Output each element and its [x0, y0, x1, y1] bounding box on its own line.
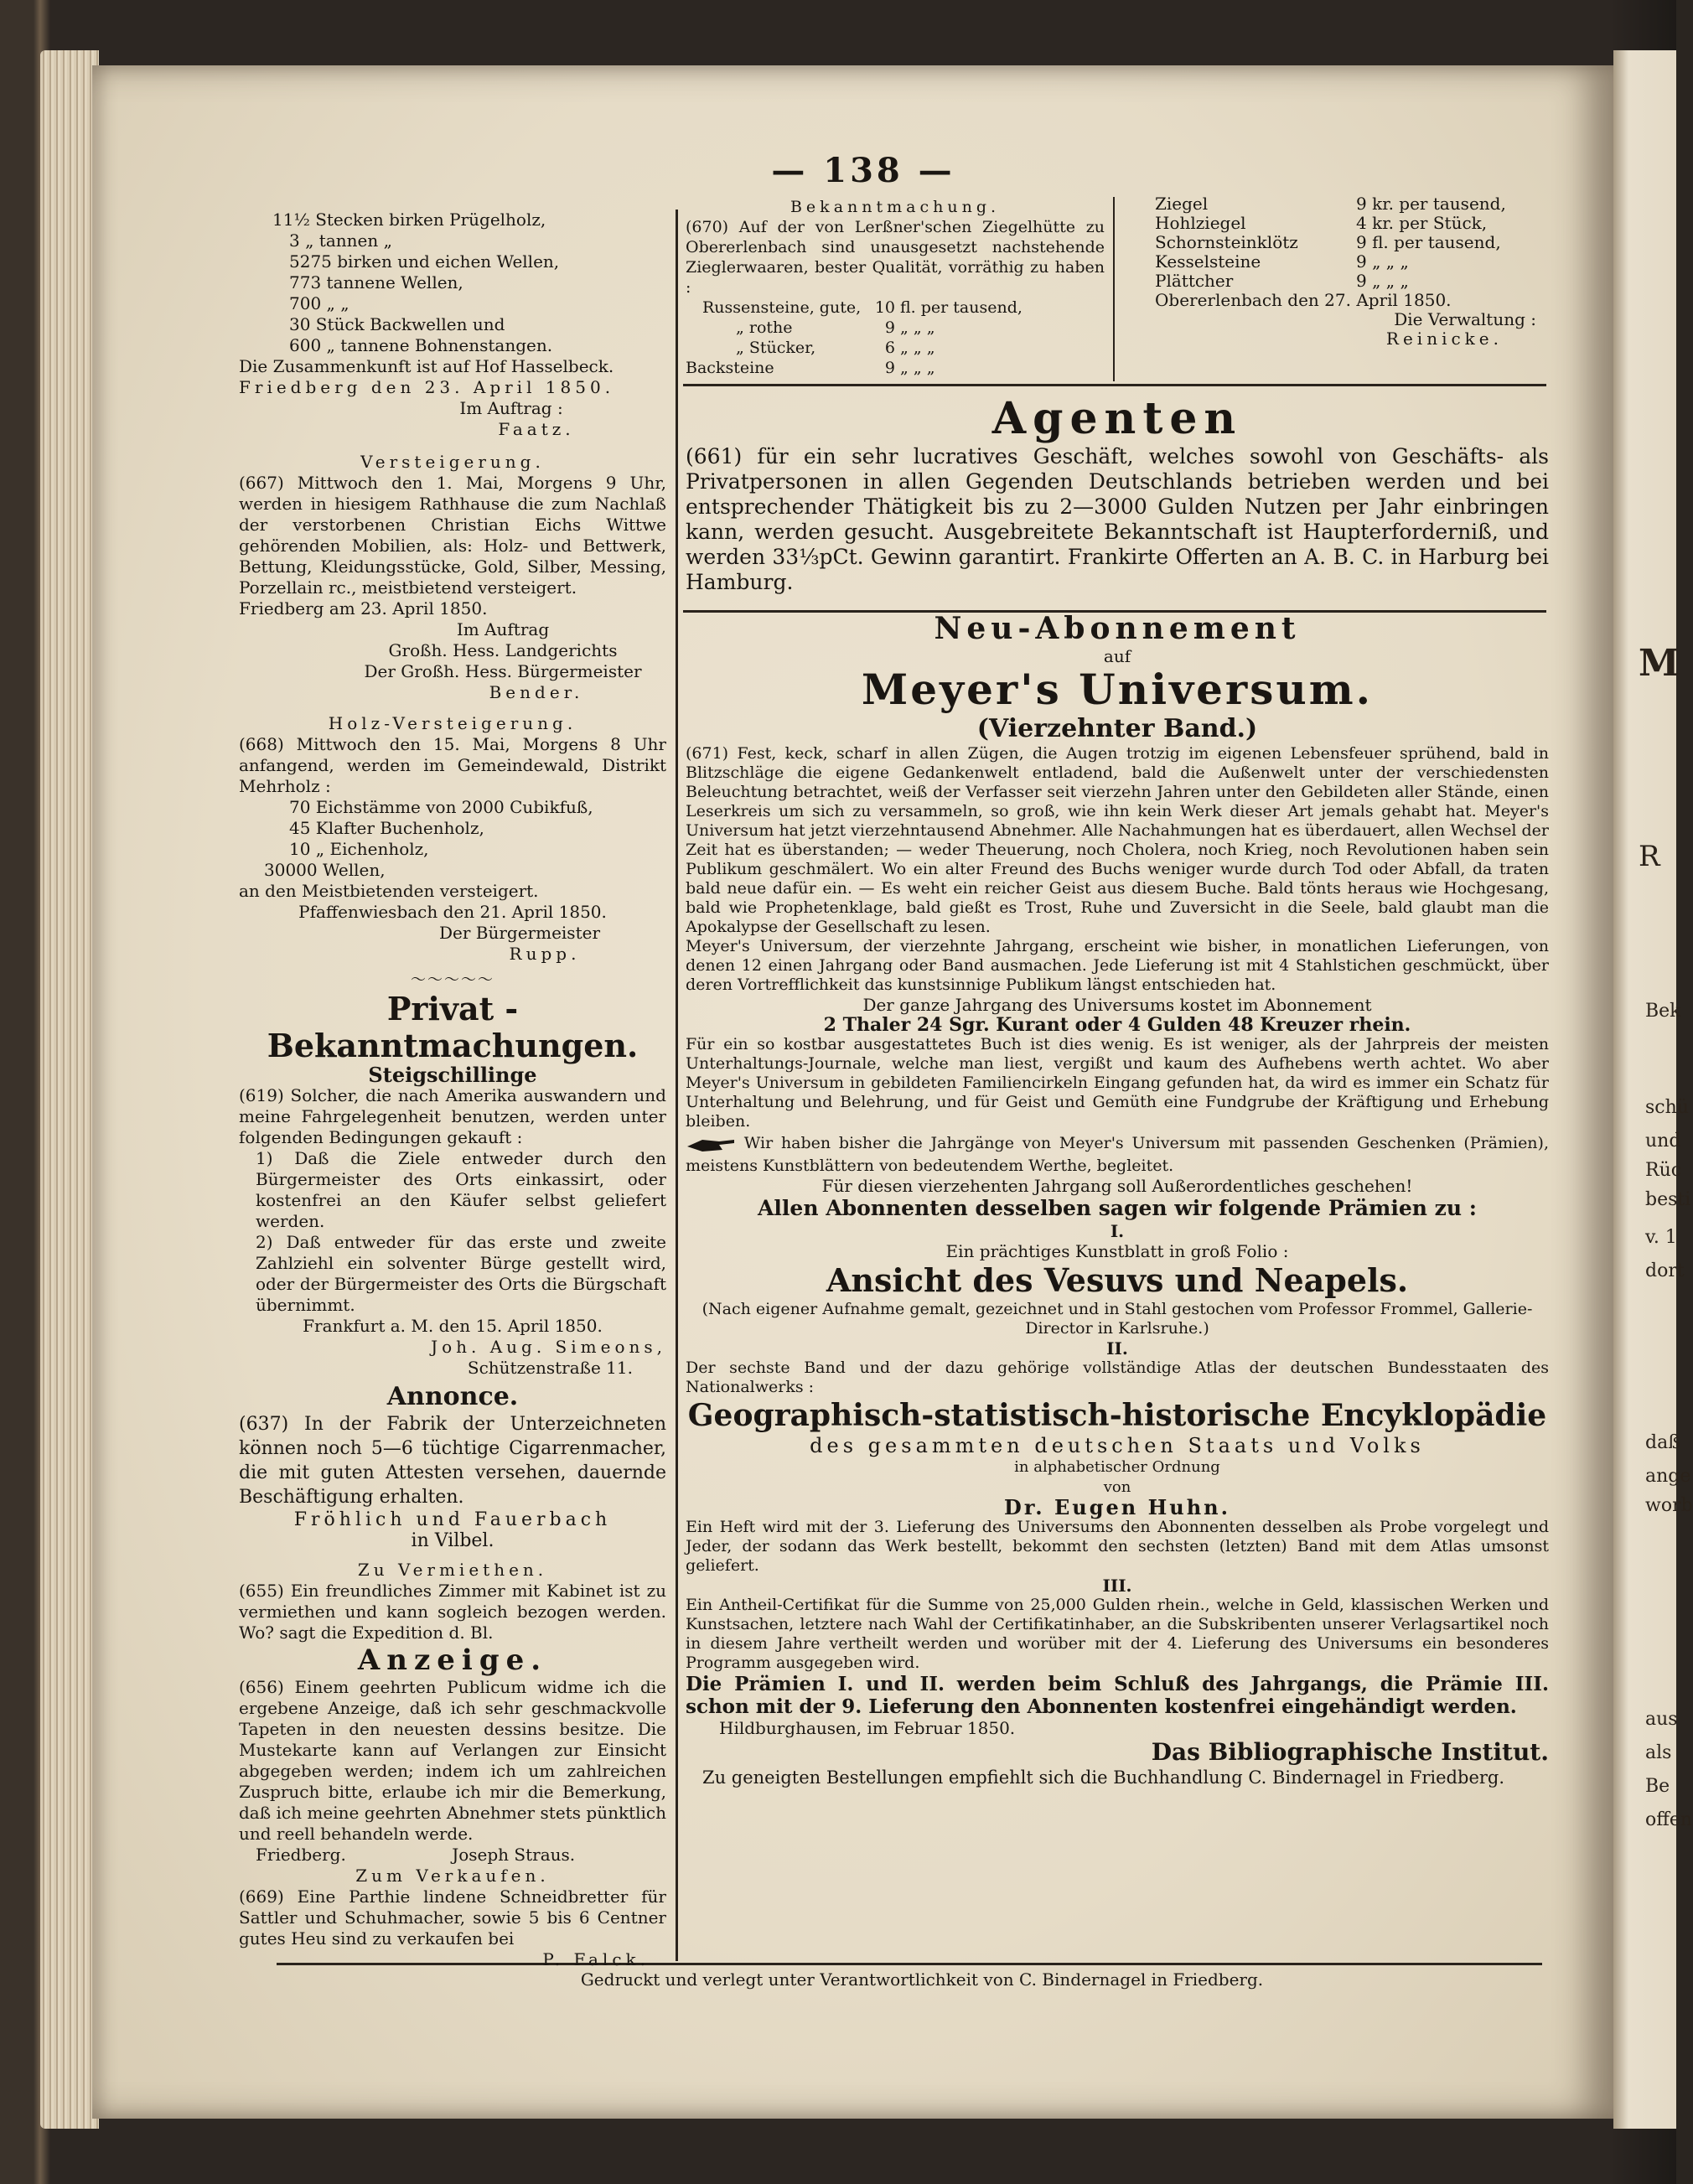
lot-line: 5275 birken und eichen Wellen,: [289, 251, 560, 272]
ornament-divider: ～～～～～: [411, 971, 494, 989]
premium-2-note: Ein Heft wird mit der 3. Lieferung des Universums den Abonnenten desselben als Probe vorgelegt und Jeder, der sodann das Werk bestellt, bekommt den sechsten (letzten) Band mit dem Atlas umsonst geliefert.: [686, 1518, 1549, 1575]
signature: Bender.: [489, 682, 584, 702]
brick-name: „ Stücker,: [736, 339, 816, 357]
adjacent-page-fragment: M: [1639, 642, 1680, 685]
heading-versteigerung: Versteigerung.: [360, 452, 545, 472]
meyer-special: Für diesen vierzehenten Jahrgang soll Außerordentliches geschehen!: [821, 1176, 1413, 1196]
timber-item: 45 Klafter Buchenholz,: [289, 818, 484, 838]
brick-unit: „ „ „: [900, 359, 935, 377]
ad-668: (668) Mittwoch den 15. Mai, Morgens 8 Uhr anfangend, werden im Gemeindewald, Distrikt Mehrholz :: [239, 734, 666, 796]
heading-encyklopaedie: Geographisch-statistisch-historische Encyklopädie: [687, 1398, 1547, 1433]
heading-bekanntmachung: Bekanntmachung.: [790, 198, 1001, 216]
adjacent-page-fragment: ange: [1645, 1466, 1691, 1487]
lot-line: 700 „ „: [289, 293, 349, 313]
brick-price-table: [686, 298, 1105, 378]
tile-name: Plättcher: [1155, 271, 1234, 291]
signature-line: [239, 1845, 666, 1866]
encyklopaedie-von: von: [1103, 1478, 1131, 1496]
ad-661: (661) für ein sehr lucratives Geschäft, welches sowohl von Geschäfts- als Privatpersonen in allen Gegenden Deutschlands betrieben werden und bei entsprechender Thätigkeit bis zu 2—3000 Gulden Nutzen per Jahr einbringen kann, werden gesucht. Ausgebreitete Bekanntschaft ist Haupterforderniß, und werden 33⅓pCt. Gewinn garantirt. Frankirte Offerten an A. B. C. in Harburg bei Hamburg.: [686, 444, 1549, 594]
premium-2-intro: Der sechste Band und der dazu gehörige vollständige Atlas der deutschen Bundesstaaten des Nationalwerks :: [686, 1359, 1549, 1396]
signature-place: in Vilbel.: [411, 1530, 494, 1551]
tile-price: 9 „ „ „: [1356, 271, 1409, 291]
ad-669: (669) Eine Parthie lindene Schneidbretter für Sattler und Schuhmacher, sowie 5 bis 6 Centner gutes Heu sind zu verkaufen bei: [239, 1886, 666, 1949]
brick-price: 9: [884, 318, 895, 337]
adjacent-page-edge: [1613, 50, 1693, 2129]
heading-zum-verkaufen: Zum Verkaufen.: [355, 1866, 550, 1886]
brick-name: Russensteine, gute,: [702, 298, 862, 317]
adjacent-page-fragment: R: [1639, 840, 1660, 873]
tile-price-table: [1155, 194, 1536, 291]
meyer-value: Für ein so kostbar ausgestattetes Buch ist dies wenig. Es ist weniger, als der Jahrpreis der meisten Unterhaltungs-Journale, welche man liest, vergißt und kaum des Aufhebens werth achtet. Wo aber Meyer's Universum in gebildeten Familiencirkeln Eingang gefunden hat, da wird es immer ein Schatz für Unterhaltung und Belehrung, und für Geist und Gemüth eine Fundgrube der Kräftigung und Erhebung bleiben.: [686, 1035, 1549, 1131]
column-divider-top: [1113, 197, 1115, 381]
premium-number-2: II.: [1106, 1338, 1128, 1359]
admin-title: Die Verwaltung :: [1394, 309, 1536, 329]
timber-item: 70 Eichstämme von 2000 Cubikfuß,: [289, 797, 593, 817]
tile-price: 9 kr. per tausend,: [1356, 194, 1506, 214]
ad-671-intro: (671) Fest, keck, scharf in allen Zügen, die Augen trotzig im eigenen Lebensfeuer sprühend, bald in Blitzschläge die eigene Gedankenwelt entladend, bald die Außenwelt unter der verschiedensten Beleuchtung betrachtet, weiß der Verfasser seit vierzehn Jahren unter den Gebildeten aller Stände, einen Leserkreis um sich zu versammeln, so groß, wie ihn kein Werk dieser Art jemals gehabt hat. Meyer's Universum hat jetzt vierzehntausend Abnehmer. Alle Nachahmungen hat es überdauert, allen Wechsel der Zeit hat es überstanden; — weder Theuerung, noch Cholera, noch Krieg, noch Revolutionen haben sein Publikum geschmälert. Wo ein alter Freund des Buchs weniger wurde durch Tod oder Abfall, da traten bald neue dafür ein. — Es weht ein reicher Geist aus diesem Buche. Bald tönts heraus wie Hochgesang, bald wie Prophetenklage, bald gießt es Trost, Ruhe und Zuversicht in die Seele, bald glaubt man die Apokalypse der Gesellschaft zu lesen.: [686, 744, 1549, 936]
pointing-hand-icon: [686, 1131, 736, 1157]
timber-item: 10 „ Eichenholz,: [289, 839, 429, 859]
heading-steigschillinge: Steigschillinge: [368, 1063, 537, 1087]
adjacent-page-fragment: Bek: [1645, 1001, 1681, 1022]
tile-price: 4 kr. per Stück,: [1356, 213, 1488, 233]
publisher-name: Das Bibliographische Institut.: [1151, 1738, 1549, 1766]
tile-name: Hohlziegel: [1155, 213, 1246, 233]
heading-agenten: Agenten: [991, 393, 1243, 444]
signature: Reinicke.: [1385, 329, 1503, 349]
tile-price: 9 „ „ „: [1356, 251, 1409, 272]
brick-row: [686, 358, 1105, 378]
section-rule: [683, 384, 1546, 386]
book-binding-edge: [40, 50, 99, 2129]
heading-meyers-universum: Meyer's Universum.: [861, 665, 1374, 714]
meyer-premiums-note: [686, 1131, 1549, 1176]
ad-637: (637) In der Fabrik der Unterzeichneten können noch 5—6 tüchtige Cigarrenmacher, die mit guten Attesten versehen, dauernde Beschäftigung erhalten.: [239, 1414, 666, 1508]
tile-name: Ziegel: [1155, 194, 1209, 214]
brick-row: [686, 318, 1105, 338]
brick-price: 9: [884, 359, 895, 377]
adjacent-page-fragment: dort: [1645, 1260, 1685, 1281]
bookshop-note: Zu geneigten Bestellungen empfiehlt sich die Buchhandlung C. Bindernagel in Friedberg.: [702, 1767, 1505, 1788]
tile-row: [1155, 252, 1536, 272]
encyklopaedie-subtitle: des gesammten deutschen Staats und Volks: [810, 1434, 1425, 1457]
lot-line: 600 „ tannene Bohnenstangen.: [289, 335, 553, 355]
adjacent-page-fragment: Rüc: [1645, 1160, 1682, 1181]
tile-row: [1155, 233, 1536, 252]
adjacent-page-fragment: v. 1: [1645, 1227, 1677, 1248]
sale-text: an den Meistbietenden versteigert.: [239, 881, 539, 901]
adjacent-page-fragment: besti: [1645, 1189, 1691, 1210]
tile-row: [1155, 214, 1536, 233]
premium-1-note: (Nach eigener Aufnahme gemalt, gezeichnet und in Stahl gestochen vom Professor Frommel, Gallerie-Director in Karlsruhe.): [702, 1300, 1533, 1338]
brick-unit: „ „ „: [900, 339, 935, 357]
meyer-premiums-text: Wir haben bisher die Jahrgänge von Meyer's Universum mit passenden Geschenken (Prämien), meistens Kunstblättern von bedeutendem Werthe, begleitet.: [686, 1134, 1549, 1175]
heading-auf: auf: [1103, 646, 1131, 666]
premium-1-intro: Ein prächtiges Kunstblatt in groß Folio :: [945, 1241, 1289, 1261]
place: Friedberg.: [256, 1845, 346, 1865]
tile-price: 9 fl. per tausend,: [1356, 232, 1501, 252]
ad-656: (656) Einem geehrten Publicum widme ich die ergebene Anzeige, daß ich sehr geschmackvolle Tapeten in den neuesten dessins besitze. Die Mustekarte kann auf Verlangen zur Einsicht abgegeben werden; indem ich um zahlreichen Zuspruch bitte, erlaube ich mir die Bemerkung, daß ich meine geehrten Abnehmer stets pünktlich und reell behandeln werde.: [239, 1677, 666, 1844]
premium-number-1: I.: [1110, 1221, 1125, 1241]
heading-holz-versteigerung: Holz-Versteigerung.: [328, 713, 577, 733]
brick-row: [686, 298, 1105, 318]
auftrag: Im Auftrag: [456, 619, 550, 639]
heading-neu-abonnement: Neu-Abonnement: [934, 611, 1301, 646]
ad-619: (619) Solcher, die nach Amerika auswandern und meine Fahrgelegenheit benutzen, werden unter folgenden Bedingungen gekauft :: [239, 1085, 666, 1147]
timber-item: 30000 Wellen,: [264, 860, 386, 880]
signature: Joh. Aug. Simeons,: [431, 1337, 666, 1357]
date-line: Frankfurt a. M. den 15. April 1850.: [303, 1316, 603, 1336]
court-name: Großh. Hess. Landgerichts: [388, 640, 618, 660]
auftrag: Im Auftrag :: [459, 398, 563, 418]
meeting-text: Die Zusammenkunft ist auf Hof Hasselbeck.: [239, 356, 614, 376]
column-divider: [676, 210, 678, 1961]
heading-ansicht-vesuv: Ansicht des Vesuvs und Neapels.: [826, 1261, 1409, 1299]
signature: P. Falck.: [542, 1949, 650, 1969]
adjacent-page-fragment: daß: [1645, 1432, 1680, 1453]
adjacent-page-fragment: Be: [1645, 1776, 1670, 1797]
premium-delivery: Die Prämien I. und II. werden beim Schluß des Jahrgangs, die Prämie III. schon mit der 9. Lieferung den Abonnenten kostenfrei eingehändigt werden.: [686, 1673, 1549, 1718]
lot-line: 11½ Stecken birken Prügelholz,: [272, 210, 546, 230]
date-line: Friedberg den 23. April 1850.: [239, 377, 615, 397]
lot-line: 3 „ tannen „: [289, 230, 392, 251]
tile-row: [1155, 272, 1536, 291]
tile-name: Schornsteinklötz: [1155, 232, 1298, 252]
encyklopaedie-author: Dr. Eugen Huhn.: [1004, 1495, 1230, 1519]
brick-name: Backsteine: [686, 359, 774, 377]
brick-row: [686, 338, 1105, 358]
adjacent-page-fragment: schü: [1645, 1097, 1689, 1118]
timber-items: [239, 797, 666, 881]
heading-zu-vermiethen: Zu Vermiethen.: [357, 1560, 548, 1580]
ad-670: (670) Auf der von Lerßner'schen Ziegelhütte zu Obererlenbach sind unausgesetzt nachstehende Zieglerwaaren, bester Qualität, vorräthig zu haben :: [686, 218, 1105, 297]
brick-price: 6: [884, 339, 895, 357]
condition-1: 1) Daß die Ziele entweder durch den Bürgermeister des Orts einkassirt, oder kostenfrei an den Käufer selbst geliefert werden.: [256, 1148, 666, 1231]
heading-anzeige: Anzeige.: [357, 1643, 548, 1677]
notice-670: [686, 197, 1105, 378]
meyer-price: 2 Thaler 24 Sgr. Kurant oder 4 Gulden 48 Kreuzer rhein.: [823, 1014, 1411, 1036]
mayor-title: Der Bürgermeister: [438, 923, 601, 943]
imprint-footer: Gedruckt und verlegt unter Verantwortlichkeit von C. Bindernagel in Friedberg.: [580, 1969, 1264, 1990]
signature: Faatz.: [498, 419, 575, 439]
heading-band: (Vierzehnter Band.): [976, 714, 1258, 743]
date-line: Hildburghausen, im Februar 1850.: [719, 1718, 1016, 1738]
brick-price: 10: [874, 298, 895, 317]
main-right-column: [686, 394, 1549, 1788]
address: Schützenstraße 11.: [467, 1358, 633, 1378]
heading-annonce: Annonce.: [386, 1382, 519, 1411]
lot-line: 30 Stück Backwellen und: [289, 314, 505, 334]
date-line: Pfaffenwiesbach den 21. April 1850.: [298, 902, 607, 922]
adjacent-page-fragment: und: [1645, 1131, 1681, 1152]
price-list-continued: [1155, 194, 1536, 349]
encyklopaedie-order: in alphabetischer Ordnung: [1014, 1458, 1220, 1476]
signature: Rupp.: [509, 944, 581, 964]
premium-number-3: III.: [1102, 1576, 1132, 1596]
ad-667: (667) Mittwoch den 1. Mai, Morgens 9 Uhr, werden in hiesigem Rathhause die zum Nachlaß der verstorbenen Christian Eichs Wittwe gehörenden Mobilien, als: Holz- und Bettwerk, Bettung, Kleidungsstücke, Gold, Silber, Messing, Porzellain rc., meistbietend versteigert.: [239, 473, 666, 598]
lot-line: 773 tannene Wellen,: [289, 272, 463, 292]
mayor-title: Der Großh. Hess. Bürgermeister: [364, 661, 642, 681]
ad-655: (655) Ein freundliches Zimmer mit Kabinet ist zu vermiethen und kann sogleich bezogen werden. Wo? sagt die Expedition d. Bl.: [239, 1581, 666, 1643]
page-number: — 138 —: [771, 151, 955, 190]
signature: Fröhlich und Fauerbach: [293, 1509, 612, 1530]
wood-lots: [239, 210, 666, 356]
tile-name: Kesselsteine: [1155, 251, 1261, 272]
signature: Joseph Straus.: [452, 1845, 576, 1865]
meyer-lieferung: Meyer's Universum, der vierzehnte Jahrgang, erscheint wie bisher, in monatlichen Lieferungen, von denen 12 einen Jahrgang oder Band ausmachen. Jede Lieferung ist mit 4 Stahlstichen geschmückt, über deren Vortrefflichkeit das kunstsinnige Publikum längst entschieden hat.: [686, 937, 1549, 994]
date-line: Obererlenbach den 27. April 1850.: [1155, 290, 1452, 310]
meyer-price-intro: Der ganze Jahrgang des Universums kostet im Abonnement: [862, 995, 1372, 1015]
brick-unit: fl. per tausend,: [900, 298, 1023, 317]
adjacent-page-fragment: als: [1645, 1742, 1672, 1763]
condition-2: 2) Daß entweder für das erste und zweite Zahlziehl ein solventer Bürge gestellt wird, oder der Bürgermeister des Orts die Bürgschaft übernimmt.: [256, 1232, 666, 1315]
left-column: [239, 210, 666, 1970]
tile-row: [1155, 194, 1536, 214]
date-line: Friedberg am 23. April 1850.: [239, 598, 488, 618]
adjacent-page-fragment: offen: [1645, 1809, 1693, 1830]
brick-unit: „ „ „: [900, 318, 935, 337]
heading-privat: Privat - Bekanntmachungen.: [267, 990, 639, 1064]
premium-3-text: Ein Antheil-Certifikat für die Summe von 25,000 Gulden rhein., welche in Geld, klassischen Werken und Kunstsachen, letztere nach Wahl der Certifikatinhaber, an die Subskribenten unserer Verlagsartikel noch in diesem Jahre vertheilt werden und worüber mit der 4. Lieferung des Universums ein besonderes Programm ausgegeben wird.: [686, 1596, 1549, 1672]
adjacent-page-fragment: worb: [1645, 1495, 1693, 1516]
meyer-premiums-heading: Allen Abonnenten desselben sagen wir folgende Prämien zu :: [758, 1196, 1477, 1220]
adjacent-page-fragment: aus: [1645, 1709, 1678, 1730]
brick-name: „ rothe: [736, 318, 793, 337]
